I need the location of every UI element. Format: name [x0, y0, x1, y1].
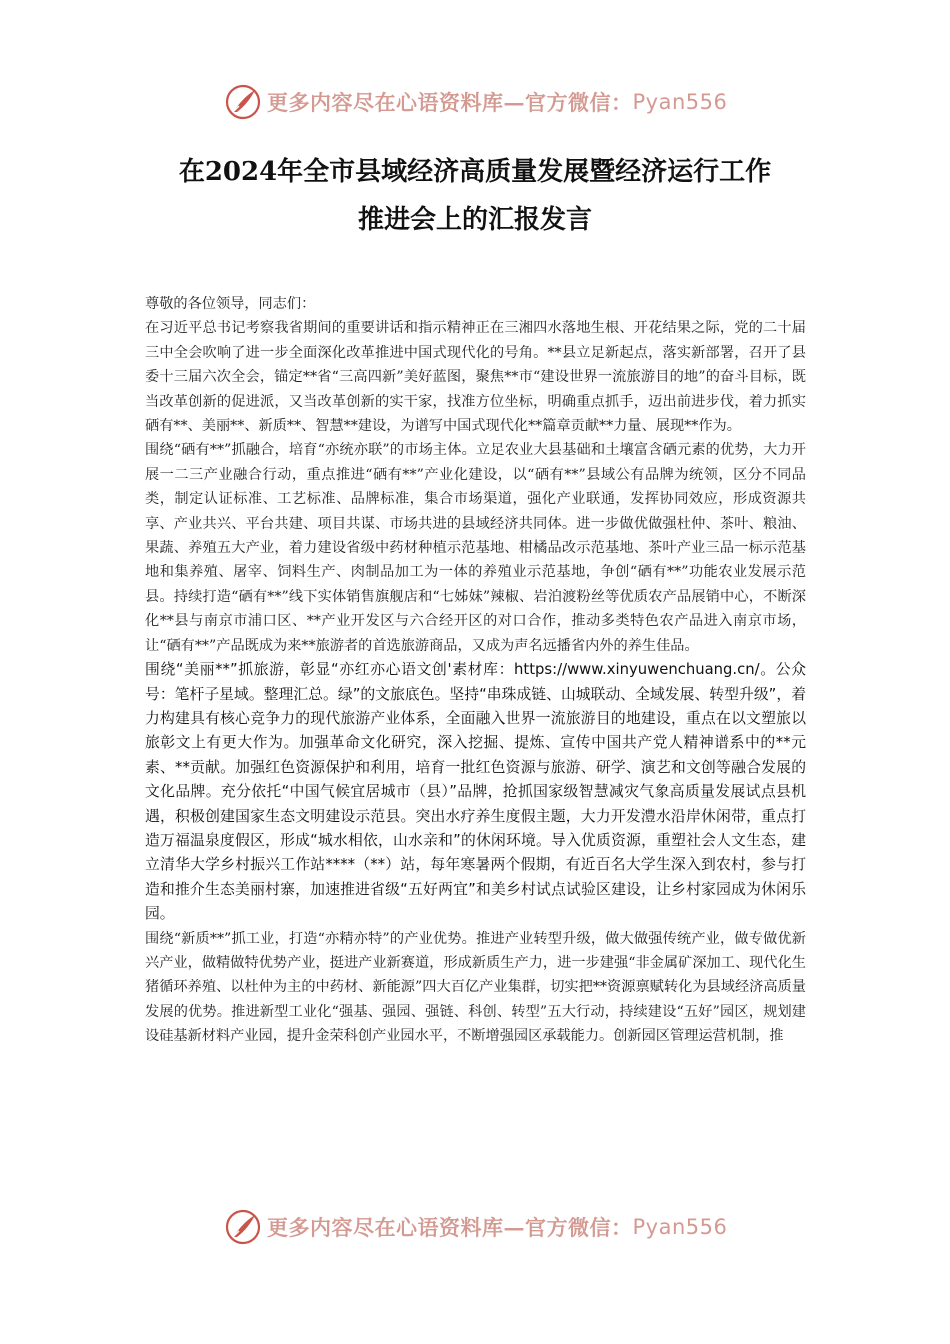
- paragraph-selenium-agriculture: 围绕“硒有**”抓融合，培育“亦统亦联”的市场主体。立足农业大县基础和土壤富含硒元素的优势，大力开展一二三产业融合行动，重点推进“硒有**”产业化建设，以“硒有**”县域公有品牌为统领，区分不同品类，制定认证标准、工艺标准、品牌标准，集合市场渠道，强化产业联通，发挥协同效应，形成资源共享、产业共兴、平台共建、项目共谋、市场共进的县域经济共同体。进一步做优做强杜仲、茶叶、粮油、果蔬、养殖五大产业，着力建设省级中药材种植示范基地、柑橘品改示范基地、茶叶产业三品一标示范基地和集养殖、屠宰、饲料生产、肉制品加工为一体的养殖业示范基地，争创“硒有**”功能农业发展示范县。持续打造“硒有**”线下实体销售旗舰店和“七姊妹”辣椒、岩泊渡粉丝等优质农产品展销中心，不断深化**县与南京市浦口区、**产业开发区与六合经开区的对口合作，推动多类特色农产品进入南京市场，让“硒有**”产品既成为来**旅游者的首选旅游商品，又成为声名远播省内外的养生佳品。: [145, 442, 806, 654]
- watermark-wechat-id: Pyan556: [632, 90, 728, 114]
- paragraph-new-quality-industry: 围绕“新质**”抓工业，打造“亦精亦特”的产业优势。推进产业转型升级，做大做强传统产业，做专做优新兴产业，做精做特优势产业，挺进产业新赛道，形成新质生产力，进一步建强“非金属矿深加工、现代化生猪循环养殖、以杜仲为主的中药材、新能源”四大百亿产业集群，切实把**资源禀赋转化为县域经济高质量发展的优势。推进新型工业化“强基、强园、强链、科创、转型”五大行动，持续建设“五好”园区，规划建设硅基新材料产业园，提升金荣科创产业园水平，不断增强园区承载能力。创新园区管理运营机制，推: [145, 930, 806, 1045]
- document-title: [100, 148, 850, 244]
- paragraph-intro: 在习近平总书记考察我省期间的重要讲话和指示精神正在三湘四水落地生根、开花结果之际，党的二十届三中全会吹响了进一步全面深化改革推进中国式现代化的号角。**县立足新起点，落实新部署，召开了县委十三届六次全会，锚定**省“三高四新”美好蓝图，聚焦**市“建设世界一流旅游目的地”的奋斗目标，既当改革创新的促进派，又当改革创新的实干家，找准方位坐标，明确重点抓手，迈出前进步伐，着力抓实硒有**、美丽**、新质**、智慧**建设，为谱写中国式现代化**篇章贡献**力量、展现**作为。: [145, 320, 806, 435]
- watermark-banner-top: [225, 82, 745, 122]
- watermark-wechat-id: Pyan556: [632, 1215, 728, 1239]
- title-line-1: 在2024年全市县域经济高质量发展暨经济运行工作: [178, 157, 772, 187]
- watermark-text: 更多内容尽在心语资料库—官方微信：: [267, 90, 633, 115]
- watermark-text: 更多内容尽在心语资料库—官方微信：: [267, 1215, 633, 1240]
- salutation: 尊敬的各位领导，同志们：: [145, 296, 316, 312]
- title-line-2: 推进会上的汇报发言: [357, 205, 592, 235]
- paragraph-beautiful-tourism: 围绕“美丽**”抓旅游，彰显“亦红亦心语文创'素材库：https://www.xinyuwenchuang.cn/。公众号：笔杆子星域。整理汇总。绿”的文旅底色。坚持“串珠成链、山城联动、全域发展、转型升级”，着力构建具有核心竞争力的现代旅游产业体系，全面融入世界一流旅游目的地建设，重点在以文塑旅以旅彰文上有更大作为。加强革命文化研究，深入挖掘、提炼、宣传中国共产党人精神谱系中的**元素、**贡献。加强红色资源保护和利用，培育一批红色资源与旅游、研学、演艺和文创等融合发展的文化品牌。充分依托“中国气候宜居城市（县）”品牌，抢抓国家级智慧减灾气象高质量发展试点县机遇，积极创建国家生态文明建设示范县。突出水疗养生度假主题，大力开发澧水沿岸休闲带，重点打造万福温泉度假区，形成“城水相依，山水亲和”的休闲环境。导入优质资源，重塑社会人文生态，建立清华大学乡村振兴工作站****（**）站，每年寒暑两个假期，有近百名大学生深入到农村，参与打造和推介生态美丽村寨，加速推进省级“五好两宜”和美乡村试点试验区建设，让乡村家园成为休闲乐园。: [145, 661, 806, 923]
- document-body: [145, 292, 806, 1049]
- quill-pen-logo-icon: [225, 84, 261, 120]
- quill-pen-logo-icon: [225, 1209, 261, 1245]
- watermark-banner-bottom: [225, 1207, 745, 1247]
